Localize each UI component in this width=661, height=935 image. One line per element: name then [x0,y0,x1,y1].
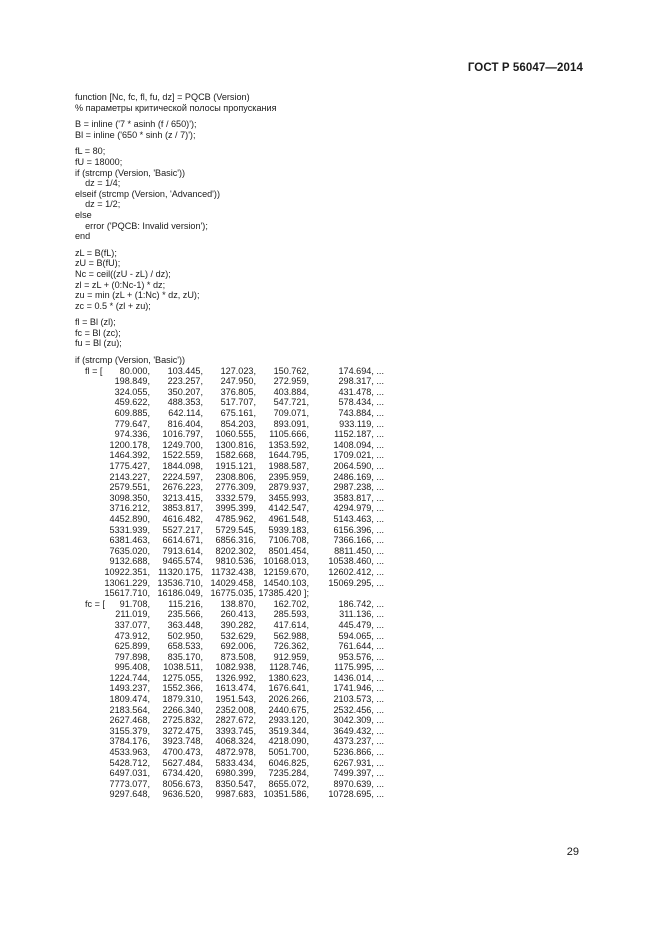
array-value: 1844.098, [162,461,203,471]
array-value: 6856.316, [215,535,256,546]
array-value: 2532.456, ... [333,704,384,715]
array-value: 995.408, [114,662,150,673]
array-value: 502.950, [167,630,203,641]
array-value: 4785.962, [215,513,256,524]
array-value: 2725.832, [162,715,203,726]
array-value: 9810.536, [215,556,256,567]
array-value: 2676.223, [162,482,203,493]
array-value: 1300.816, [215,439,256,450]
code-line: fu = Bl (zu); [75,338,122,349]
array-value: 13536.710, [157,577,203,588]
array-value: 562.988, [273,630,309,641]
array-value: 761.644, ... [338,641,384,652]
array-row [75,535,384,546]
array-value: 13061.229, [104,577,150,588]
array-value: 912.959, [273,651,309,662]
array-value: 2933.120, [268,715,309,726]
array-row [75,641,384,652]
array-value: 835.170, [167,651,203,662]
array-value: 547.721, [273,397,309,408]
code-line: fL = 80; [75,146,106,157]
array-value: 8501.454, [268,545,309,556]
code-line: zu = min (zL + (1:Nc) * dz, zU); [75,290,200,301]
array-value: 1200.178, [109,439,150,450]
array-value: 9987.683, [215,789,256,800]
array-row [75,609,384,620]
array-value: 1988.587, [268,461,309,471]
array-value: 5729.545, [215,524,256,535]
array-value: 311.136, ... [339,609,384,620]
array-value: 363.448, [167,619,203,630]
array-row [75,524,384,536]
array-value: 4452.890, [109,513,150,524]
array-row [75,683,384,694]
array-value: 6497.031, [109,768,150,779]
array-value: 11732.438, [211,566,256,577]
array-value: 8202.302, [215,545,256,556]
array-row [75,492,384,504]
array-row [75,768,384,779]
code-listing [75,92,384,800]
array-value: 9636.520, [162,789,203,800]
array-value: 873.508, [220,651,256,662]
array-row [75,694,384,705]
array-value: 1038.511, [163,662,203,673]
array-value: 445.479, ... [338,619,384,630]
array-value: 609.885, [114,408,150,419]
code-line: dz = 1/2; [75,199,121,210]
array-value: 8655.072, [268,778,309,789]
array-value: 10922.351, [104,566,150,577]
array-row [75,556,384,567]
array-value: 3716.212, [109,503,150,514]
array-value: 174.694, ... [338,365,384,376]
array-row [75,789,384,800]
array-value: 517.707, [220,397,256,408]
array-value: 675.161, [220,408,256,419]
code-line: if (strcmp (Version, 'Basic')) [75,355,186,366]
array-value: 933.119, ... [339,418,384,429]
array-value: 350.207, [167,386,203,397]
array-value: 2266.340, [162,704,203,715]
array-value: 726.362, [273,641,309,652]
array-value: 80.000, [119,365,150,376]
array-value: 488.353, [167,397,203,408]
code-line: dz = 1/4; [75,178,121,189]
array-value: 5236.866, ... [333,747,384,758]
array-value: 3649.432, ... [333,725,384,736]
code-line: fc = Bl (zc); [75,327,121,338]
array-value: 2352.008, [215,704,256,715]
array-value: 3519.344, [268,725,309,736]
array-value: 5833.434, [215,757,256,768]
array-value: 7235.284, [268,768,309,779]
array-value: 658.533, [167,641,203,652]
array-value: 8970.639, ... [333,778,384,789]
array-value: 14540.103, [263,577,309,588]
array-row [75,588,309,599]
array-value: 1380.623, [268,672,309,683]
array-row [75,630,384,642]
code-line: else [75,209,92,220]
array-value: 12159.670, [263,566,309,577]
code-line: zc = 0.5 * (zl + zu); [75,300,151,311]
array-value: 3155.379, [109,725,150,736]
array-value: 532.629, [220,630,256,641]
array-value: 816.404, [167,418,203,429]
array-prefix: fl = [ [85,365,103,376]
array-value: 1676.641, [268,683,309,694]
array-prefix: fc = [ [85,598,105,609]
array-value: 8056.673, [162,778,203,789]
array-value: 1152.187, ... [334,429,384,440]
array-value: 2308.806, [215,471,256,482]
array-row [75,471,384,483]
array-value: 4533.963, [109,747,150,758]
array-value: 6156.396, ... [333,524,384,535]
code-line: elseif (strcmp (Version, 'Advanced')) [75,188,220,199]
array-value: 1522.559, [162,450,203,461]
code-line: zl = zL + (0:Nc-1) * dz; [75,279,166,290]
array-value: 298.317, ... [338,376,384,387]
array-row [75,376,384,387]
array-value: 2627.468, [109,715,150,726]
array-value: 431.478, ... [338,386,384,397]
array-value: 1128.746, [269,662,309,673]
array-row [75,503,384,514]
array-value: 6980.399, [215,768,256,779]
array-row [75,566,384,578]
array-value: 2879.937, [268,482,309,493]
array-value: 9132.688, [109,556,150,567]
array-value: 3098.350, [109,492,150,503]
array-value: 2026.266, [268,694,309,705]
code-line: Bl = inline ('650 * sinh (z / 7)'); [75,129,196,140]
array-value: 3393.745, [215,725,256,736]
array-row [75,386,384,398]
array-value: 1249.700, [162,439,203,450]
array-value: 4616.482, [162,513,203,524]
array-value: 235.566, [167,609,203,620]
array-value: 7366.166, ... [333,535,384,546]
array-value: 5331.939, [109,524,150,535]
array-value: 2183.564, [109,704,150,715]
array-value: 2987.238, ... [333,482,384,493]
array-value: 7106.708, [268,535,309,546]
array-value: 3213.415, [162,492,203,503]
array-value: 337.077, [114,619,150,630]
array-value: 1809.474, [109,694,150,705]
array-value: 893.091, [273,418,309,429]
array-value: 1741.946, ... [333,683,384,694]
array-value: 709.071, [273,408,309,419]
array-value: 473.912, [114,630,150,641]
array-value: 1709.021, ... [333,450,384,461]
array-value: 1408.094, ... [333,439,384,450]
array-row [75,461,384,472]
array-value: 5627.484, [162,757,203,768]
array-value: 10351.586, [263,789,309,800]
array-value: 417.614, [273,619,309,630]
array-value: 1582.668, [215,450,256,461]
array-value: 2579.551, [109,482,150,493]
array-row [75,672,384,684]
code-line: zU = B(fU); [75,258,121,269]
array-value: 4872.978, [215,747,256,758]
array-value: 12602.412, ... [328,566,384,577]
array-value: 625.899, [114,641,150,652]
array-value: 3853.817, [162,503,203,514]
code-line: B = inline ('7 * asinh (f / 650)'); [75,119,197,130]
array-value: 974.336, [114,429,150,440]
array-row [75,736,384,747]
array-value: 198.849, [114,376,150,387]
array-value: 247.950, [220,376,256,387]
code-line: Nc = ceil((zU - zL) / dz); [75,268,171,279]
array-value: 797.898, [114,651,150,662]
array-value: 8350.547, [215,778,256,789]
array-row [75,482,384,493]
array-value: 5143.463, ... [333,513,384,524]
array-value: 1644.795, [268,450,309,461]
array-value: 1879.310, [162,694,203,705]
code-line: error ('PQCB: Invalid version'); [75,220,208,231]
array-value: 6267.931, ... [333,757,384,768]
array-value: 1915.121, [215,461,256,471]
array-value: 1552.366, [162,683,203,694]
array-value: 7499.397, ... [333,768,384,779]
array-value: 6381.463, [109,535,150,546]
array-value: 1353.592, [268,439,309,450]
array-value: 10728.695, ... [328,789,384,800]
array-value: 5939.183, [268,524,309,535]
array-row [75,619,384,631]
array-value: 103.445, [167,365,203,376]
array-value: 4218.090, [268,736,309,747]
array-value: 743.884, ... [338,408,384,419]
array-value: 854.203, [220,418,256,429]
array-value: 211.019, [115,609,150,620]
array-row [75,715,384,726]
array-value: 1016.797, [162,429,203,440]
array-value: 953.576, ... [338,651,384,662]
array-value: 6614.671, [162,535,203,546]
array-value: 1224.744, [109,672,150,683]
array-row [75,513,384,525]
array-value: 11320.175, [158,566,203,577]
array-row [75,429,384,440]
array-value: 2064.590, ... [333,461,384,471]
array-value: 3272.475, [162,725,203,736]
array-value: 223.257, [167,376,203,387]
array-row [75,598,384,610]
array-value: 7773.077, [109,778,150,789]
array-value: 16775.035, [210,588,256,599]
page-number: 29 [566,846,579,858]
array-value: 1105.666, [269,429,309,440]
array-value: 2143.227, [109,471,150,482]
array-value: 1951.543, [215,694,256,705]
array-value: 2224.597, [162,471,203,482]
array-row [75,778,384,790]
array-value: 7635.020, [109,545,150,556]
array-value: 4961.548, [268,513,309,524]
array-value: 2103.573, ... [333,694,384,705]
array-value: 1464.392, [109,450,150,461]
array-row [75,704,384,716]
array-value: 1493.237, [109,683,150,694]
code-line: zL = B(fL); [75,247,117,258]
array-value: 2776.309, [215,482,256,493]
array-value: 1060.555, [215,429,256,440]
array-value: 4700.473, [162,747,203,758]
array-value: 692.006, [220,641,256,652]
array-value: 16186.049, [157,588,203,599]
array-value: 15617.710, [104,588,150,599]
array-value: 3455.993, [268,492,309,503]
array-value: 3995.399, [215,503,256,514]
array-value: 3784.176, [109,736,150,747]
array-value: 578.434, ... [338,397,384,408]
array-row [75,747,384,758]
array-value: 14029.458, [210,577,256,588]
array-value: 324.055, [114,386,150,397]
array-value: 186.742, ... [338,598,384,609]
array-row [75,365,384,377]
array-value: 3923.748, [162,736,203,747]
array-value: 7913.614, [162,545,203,556]
array-value: 6734.420, [162,768,203,779]
array-value: 115.216, [168,598,203,609]
array-value: 1275.055, [162,672,203,683]
array-value: 5051.700, [268,747,309,758]
array-value: 285.593, [273,609,309,620]
array-value: 10168.013, [263,556,309,567]
array-row [75,662,384,673]
code-line: fl = Bl (zl); [75,317,116,328]
array-value: 2827.672, [215,715,256,726]
array-value: 1175.995, ... [334,662,384,673]
array-row [75,725,384,737]
array-row [75,397,384,408]
array-value: 4373.237, ... [333,736,384,747]
array-value: 1613.474, [215,683,256,694]
array-value: 162.702, [273,598,309,609]
array-value: 1436.014, ... [333,672,384,683]
array-row [75,439,384,451]
array-value: 2440.675, [268,704,309,715]
array-value: 376.805, [220,386,256,397]
array-value: 594.065, ... [338,630,384,641]
array-value: 3042.309, ... [333,715,384,726]
array-value: 127.023, [220,365,256,376]
array-value: 91.708, [119,598,150,609]
array-value: 138.870, [220,598,256,609]
array-row [75,418,384,430]
array-value: 1775.427, [109,461,150,471]
array-row [75,450,384,461]
array-value: 779.647, [114,418,150,429]
array-value: 9465.574, [162,556,203,567]
array-value: 150.762, [273,365,309,376]
code-line: fU = 18000; [75,156,123,167]
array-value: 2486.169, ... [333,471,384,482]
array-value: 15069.295, ... [328,577,384,588]
array-value: 4294.979, ... [333,503,384,514]
array-value: 9297.648, [109,789,150,800]
code-line: function [Nc, fc, fl, fu, dz] = PQCB (Version) [75,92,250,102]
array-value: 2395.959, [268,471,309,482]
code-line: % параметры критической полосы пропускания [75,102,277,113]
array-value: 10538.460, ... [328,556,384,567]
code-line: if (strcmp (Version, 'Basic')) [75,167,186,178]
array-value: 403.884, [273,386,309,397]
array-value: 17385.420 ]; [258,588,309,599]
array-value: 8811.450, ... [334,545,384,556]
array-row [75,408,384,419]
array-value: 4068.324, [215,736,256,747]
array-value: 459.622, [114,397,150,408]
array-value: 260.413, [220,609,256,620]
array-value: 1326.992, [215,672,256,683]
array-value: 272.959, [273,376,309,387]
array-row [75,577,384,589]
array-value: 3583.817, ... [333,492,384,503]
code-line: end [75,231,91,242]
array-value: 642.114, [168,408,203,419]
array-value: 5428.712, [109,757,150,768]
array-value: 5527.217, [162,524,203,535]
array-row [75,651,384,663]
array-row [75,757,384,769]
array-value: 6046.825, [268,757,309,768]
array-value: 3332.579, [215,492,256,503]
array-value: 4142.547, [268,503,309,514]
array-value: 1082.938, [215,662,256,673]
array-row [75,545,384,557]
array-value: 390.282, [220,619,256,630]
document-header: ГОСТ Р 56047—2014 [467,62,583,74]
